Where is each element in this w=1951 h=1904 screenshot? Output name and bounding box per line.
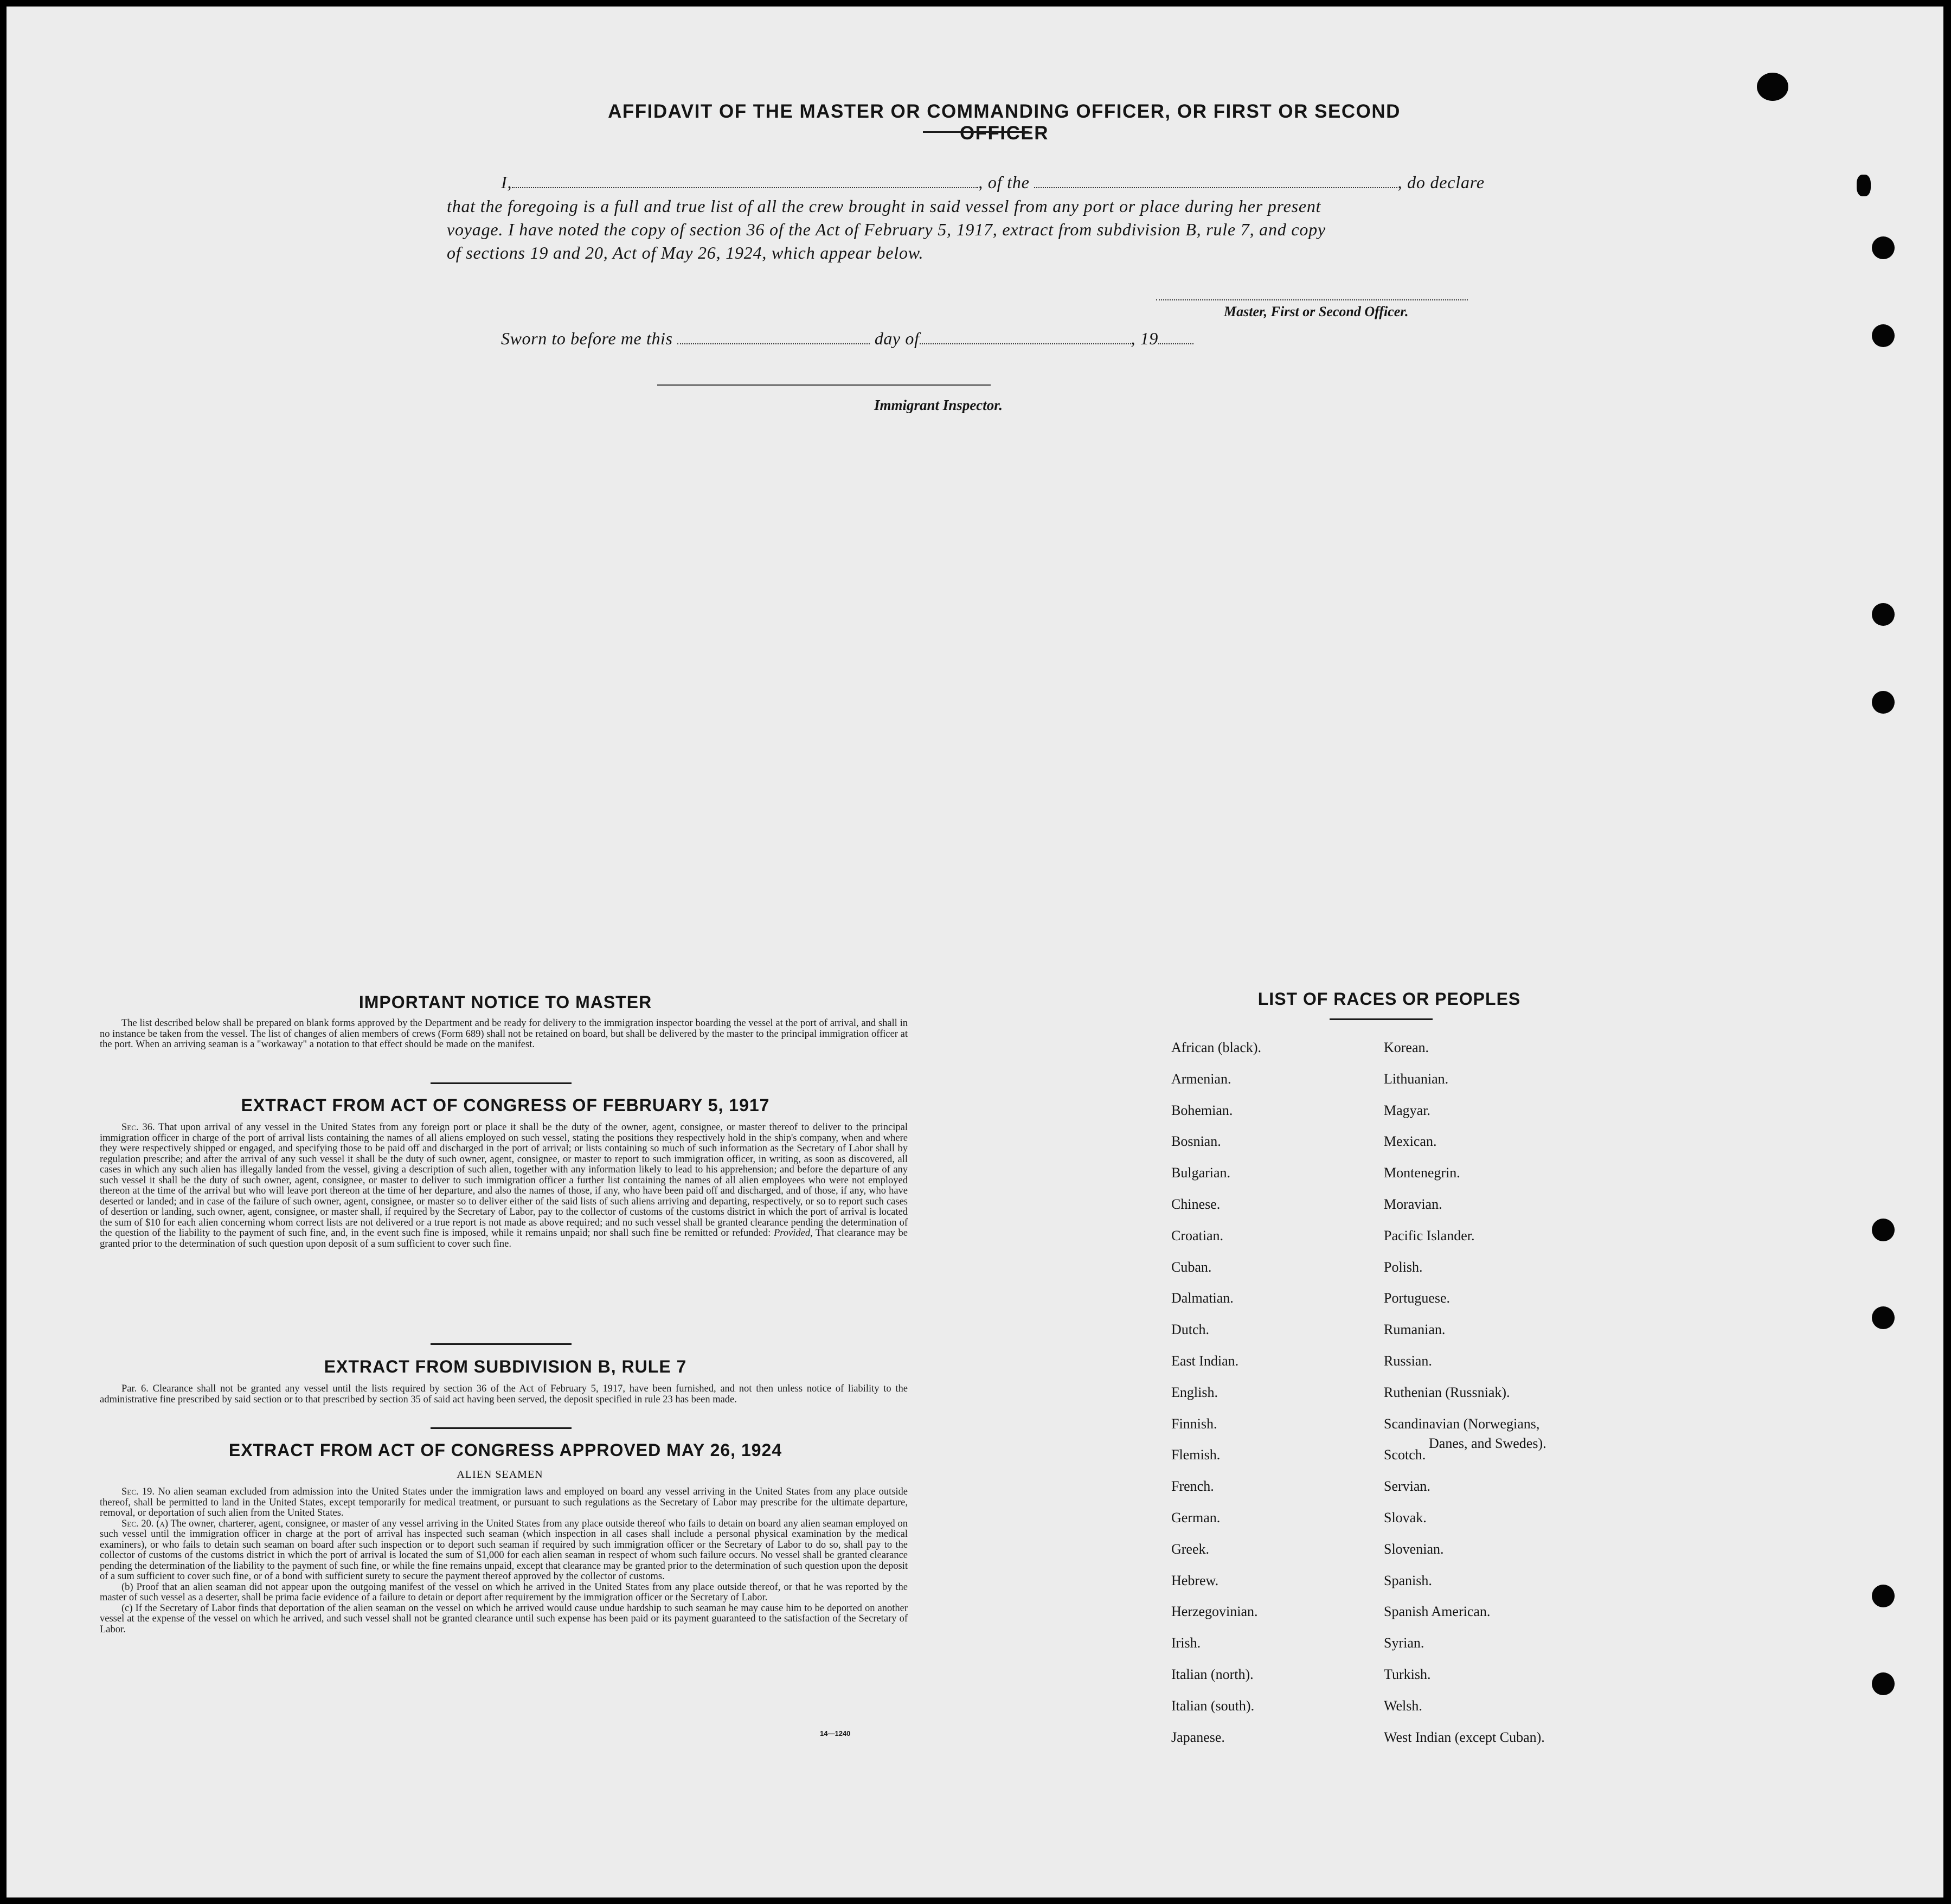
extract-1917-title: EXTRACT FROM ACT OF CONGRESS OF FEBRUARY 5, 1917 xyxy=(241,1095,770,1115)
race-item: Scandinavian (Norwegians, xyxy=(1384,1415,1540,1432)
race-item: West Indian (except Cuban). xyxy=(1384,1729,1545,1745)
races-column-2 xyxy=(1384,1040,1545,1760)
sec-20a-body: The owner, charterer, agent, consignee, or master of any vessel arriving in the United States from any place outside thereof who fails to detain on board any alien seaman employed on such vessel until the immigration officer in charge at the port of arrival has inspected such seaman (which inspection in all cases shall include a personal physical examination by the medical examiners), or who fails to detain such seaman on board after such inspection or to deport such seaman if required by such immigration officer or the Secretary of Labor to do so, shall pay to the collector of customs of the customs district in which the port of arrival is located the sum of $1,000 for each alien seaman in respect of whom such failure occurs. No vessel shall be granted clearance pending the determination of the liability to the payment of such fine, or while the fine remains unpaid, except that clearance may be granted prior to the determination of such question upon the deposit of a sum sufficient to cover such fine, or of a bond with sufficient surety to secure the payment thereof approved by the collector of customs. xyxy=(100,1518,908,1582)
races-column-1 xyxy=(1171,1040,1261,1760)
binder-hole xyxy=(1872,1585,1895,1607)
notice-title: IMPORTANT NOTICE TO MASTER xyxy=(358,992,652,1012)
race-item: French. xyxy=(1171,1478,1214,1495)
race-item: Armenian. xyxy=(1171,1070,1231,1087)
affidavit-title: AFFIDAVIT OF THE MASTER OR COMMANDING OFFICER, OR FIRST OR SECOND OFFICER xyxy=(608,101,1401,144)
race-item: Mexican. xyxy=(1384,1133,1437,1150)
race-item: Korean. xyxy=(1384,1040,1429,1055)
binder-hole xyxy=(1872,1306,1895,1329)
race-item: Servian. xyxy=(1384,1478,1430,1495)
binder-hole xyxy=(1872,1219,1895,1241)
affidavit-of-the: , of the xyxy=(978,172,1030,192)
race-item: Turkish. xyxy=(1384,1666,1431,1682)
race-item: Syrian. xyxy=(1384,1635,1424,1651)
race-item: Rumanian. xyxy=(1384,1322,1446,1338)
race-item: Bosnian. xyxy=(1171,1133,1221,1150)
affidavit-line-1 xyxy=(447,172,1504,193)
race-item: Hebrew. xyxy=(1171,1572,1219,1588)
day-of-label: day of xyxy=(874,329,920,348)
race-item: Flemish. xyxy=(1171,1447,1221,1463)
races-divider xyxy=(1330,1018,1433,1020)
affidavit-line-4: of sections 19 and 20, Act of May 26, 1924, which appear below. xyxy=(447,243,924,262)
race-item: Pacific Islander. xyxy=(1384,1227,1475,1243)
race-item: East Indian. xyxy=(1171,1352,1239,1369)
signature-caption: Master, First or Second Officer. xyxy=(1224,304,1409,319)
vessel-blank[interactable] xyxy=(1034,173,1397,188)
race-item: Welsh. xyxy=(1384,1697,1422,1714)
race-item: German. xyxy=(1171,1509,1221,1525)
sworn-label: Sworn to before me this xyxy=(501,329,673,348)
affidavit-line-2: that the foregoing is a full and true list of all the crew brought in said vessel from any port or place during her present xyxy=(447,196,1321,216)
extract-1924-title: EXTRACT FROM ACT OF CONGRESS APPROVED MAY 26, 1924 xyxy=(228,1440,782,1460)
inspector-caption: Immigrant Inspector. xyxy=(874,397,1003,413)
name-blank[interactable] xyxy=(512,173,978,188)
rule-7-title: EXTRACT FROM SUBDIVISION B, RULE 7 xyxy=(324,1357,687,1376)
sworn-month-blank[interactable] xyxy=(920,329,1131,344)
race-item: Montenegrin. xyxy=(1384,1165,1460,1181)
signature-line[interactable] xyxy=(1156,299,1468,300)
extract-1924-text xyxy=(100,1487,908,1635)
race-item: Finnish. xyxy=(1171,1415,1217,1432)
sec-20c-body: If the Secretary of Labor finds that deportation of the alien seaman on the vessel on which he arrived would cause undue hardship to such seaman he may cause him to be deported on another vessel at the expense of the vessel on which he arrived, and such vessel shall not be granted clearance until such expense has been paid or its payment guaranteed to the satisfaction of the Secretary of Labor. xyxy=(100,1602,908,1635)
race-item: Greek. xyxy=(1171,1541,1210,1557)
race-item: Spanish. xyxy=(1384,1572,1432,1588)
race-item: Russian. xyxy=(1384,1352,1432,1369)
sworn-year-blank[interactable] xyxy=(1158,329,1193,344)
sworn-line xyxy=(501,329,1193,349)
sec-36-end: That clearance may be granted prior to the determination of such question upon deposit of a sum sufficient to cover such fine. xyxy=(100,1228,908,1249)
race-item: Dutch. xyxy=(1171,1322,1210,1338)
extract-1917-divider xyxy=(431,1343,572,1345)
sworn-day-blank[interactable] xyxy=(677,329,870,344)
sec-36-label: Sec. 36. xyxy=(121,1122,155,1133)
race-item: Japanese. xyxy=(1171,1729,1225,1745)
race-item: Portuguese. xyxy=(1384,1290,1451,1306)
race-item: Slovak. xyxy=(1384,1509,1427,1525)
alien-seamen-subtitle: ALIEN SEAMEN xyxy=(457,1469,543,1480)
ink-blot-mark xyxy=(1757,73,1788,101)
race-item: African (black). xyxy=(1171,1040,1262,1055)
binder-hole xyxy=(1872,1672,1895,1695)
provided-label: Provided, xyxy=(773,1228,813,1239)
affidavit-do-declare: , do declare xyxy=(1397,172,1485,192)
race-item: Scotch. xyxy=(1384,1447,1426,1463)
race-item: Irish. xyxy=(1171,1635,1201,1651)
notice-text: The list described below shall be prepared on blank forms approved by the Department and be ready for delivery to the immigration inspector boarding the vessel at the port of arrival, and shall in no instance be taken from the vessel. The list of changes of alien members of crews (Form 689) shall not be retained on board, but shall be delivered by the master to the principal immigration officer at the port. When an arriving seaman is a "workaway" a notation to that effect should be made on the manifest. xyxy=(100,1018,908,1050)
race-item: English. xyxy=(1171,1384,1218,1400)
race-item: Lithuanian. xyxy=(1384,1070,1449,1087)
race-item: Bohemian. xyxy=(1171,1102,1233,1118)
affidavit-line-3: voyage. I have noted the copy of section 36 of the Act of February 5, 1917, extract from subdivision B, rule 7, and copy xyxy=(447,220,1326,239)
race-item: Herzegovinian. xyxy=(1171,1604,1258,1620)
binder-hole xyxy=(1872,236,1895,259)
rule-7-text: Par. 6. Clearance shall not be granted any vessel until the lists required by section 36 of the Act of February 5, 1917, have been furnished, and not then unless notice of liability to the administrative fine prescribed by said section or to that prescribed by section 35 of said act having been served, the deposit specified in rule 23 has been made. xyxy=(100,1383,908,1405)
race-item: Chinese. xyxy=(1171,1196,1221,1212)
race-item: Polish. xyxy=(1384,1259,1423,1275)
sec-20c-label: (c) xyxy=(121,1602,133,1614)
race-item: Italian (north). xyxy=(1171,1666,1254,1682)
races-title: LIST OF RACES OR PEOPLES xyxy=(1257,989,1521,1009)
scandinavian-continuation: Danes, and Swedes). xyxy=(1429,1435,1546,1451)
race-item: Ruthenian (Russniak). xyxy=(1384,1384,1510,1400)
binder-hole xyxy=(1872,324,1895,347)
race-item: Moravian. xyxy=(1384,1196,1442,1212)
rule-7-divider xyxy=(431,1427,572,1429)
form-number: 14—1240 xyxy=(820,1729,851,1738)
sec-36-body: That upon arrival of any vessel in the United States from any foreign port or place it shall be the duty of the owner, agent, consignee, or master thereof to deliver to the principal immigration officer in charge of the port of arrival lists containing the names of all aliens employed on such vessel, stating the positions they respectively hold in the ship's company, when and where they were respectively shipped or engaged, and specifying those to be paid off and discharged in the port of arrival; or lists containing so much of such information as the Secretary of Labor shall by regulation prescribe; and after the arrival of any such vessel it shall be the duty of such owner, agent, consignee, or master to report to such immigration officer, in writing, as soon as discovered, all cases in which any such alien has illegally landed from the vessel, giving a description of such alien, together with any information likely to lead to his apprehension; and before the departure of any such vessel it shall be the duty of such owner, agent, consignee, or master to deliver to such immigration officer a further list containing the names of all alien employees who were not employed thereon at the time of the arrival but who will leave port thereon at the time of her departure, and also the names of those, if any, who have been paid off and discharged, and of those, if any, who have deserted or landed; and in case of the failure of such owner, agent, consignee, or master so to deliver either of the said lists of such aliens arriving and departing, respectively, or so to report such cases of desertion or landing, such owner, agent, consignee, or master shall, if required by the Secretary of Labor, pay to the collector of customs of the customs district in which the port of arrival is located the sum of $10 for each alien concerning whom correct lists are not delivered or a true report is not made as above required; and no such vessel shall be granted clearance pending the determination of the question of the liability to the payment of such fine, and, in the event such fine is imposed, while it remains unpaid; nor shall such fine be remitted or refunded: xyxy=(100,1122,908,1239)
title-divider xyxy=(923,131,1029,133)
race-item: Dalmatian. xyxy=(1171,1290,1234,1306)
race-item: Bulgarian. xyxy=(1171,1165,1231,1181)
binder-hole xyxy=(1872,691,1895,714)
sec-20b-label: (b) xyxy=(121,1581,133,1593)
extract-1917-text xyxy=(100,1123,908,1249)
sec-19-body: No alien seaman excluded from admission into the United States under the immigration laws and employed on board any vessel arriving in the United States from any place outside thereof, shall be permitted to land in the United States, except temporarily for medical treatment, or pursuant to such regulations as the Secretary of Labor may prescribe for the ultimate departure, removal, or deportation of such alien from the United States. xyxy=(100,1486,908,1518)
document-page xyxy=(7,7,1943,1897)
sec-19-label: Sec. 19. xyxy=(121,1486,155,1497)
affidavit-i: I, xyxy=(501,172,512,192)
sec-20-label: Sec. 20. (a) xyxy=(121,1518,168,1529)
race-item: Slovenian. xyxy=(1384,1541,1444,1557)
race-item: Italian (south). xyxy=(1171,1697,1255,1714)
binder-hole xyxy=(1872,603,1895,626)
torn-edge-mark xyxy=(1857,175,1871,196)
year-label: , 19 xyxy=(1131,329,1158,348)
inspector-signature-line[interactable] xyxy=(657,384,991,386)
race-item: Cuban. xyxy=(1171,1259,1212,1275)
sec-20b-body: Proof that an alien seaman did not appear upon the outgoing manifest of the vessel on which he arrived in the United States from any place outside thereof, or that he was reported by the master of such vessel as a deserter, shall be prima facie evidence of a failure to detain or deport after requirement by the immigration officer or the Secretary of Labor. xyxy=(100,1581,908,1603)
notice-divider xyxy=(431,1082,572,1084)
race-item: Spanish American. xyxy=(1384,1604,1491,1620)
race-item: Croatian. xyxy=(1171,1227,1224,1243)
race-item: Magyar. xyxy=(1384,1102,1430,1118)
